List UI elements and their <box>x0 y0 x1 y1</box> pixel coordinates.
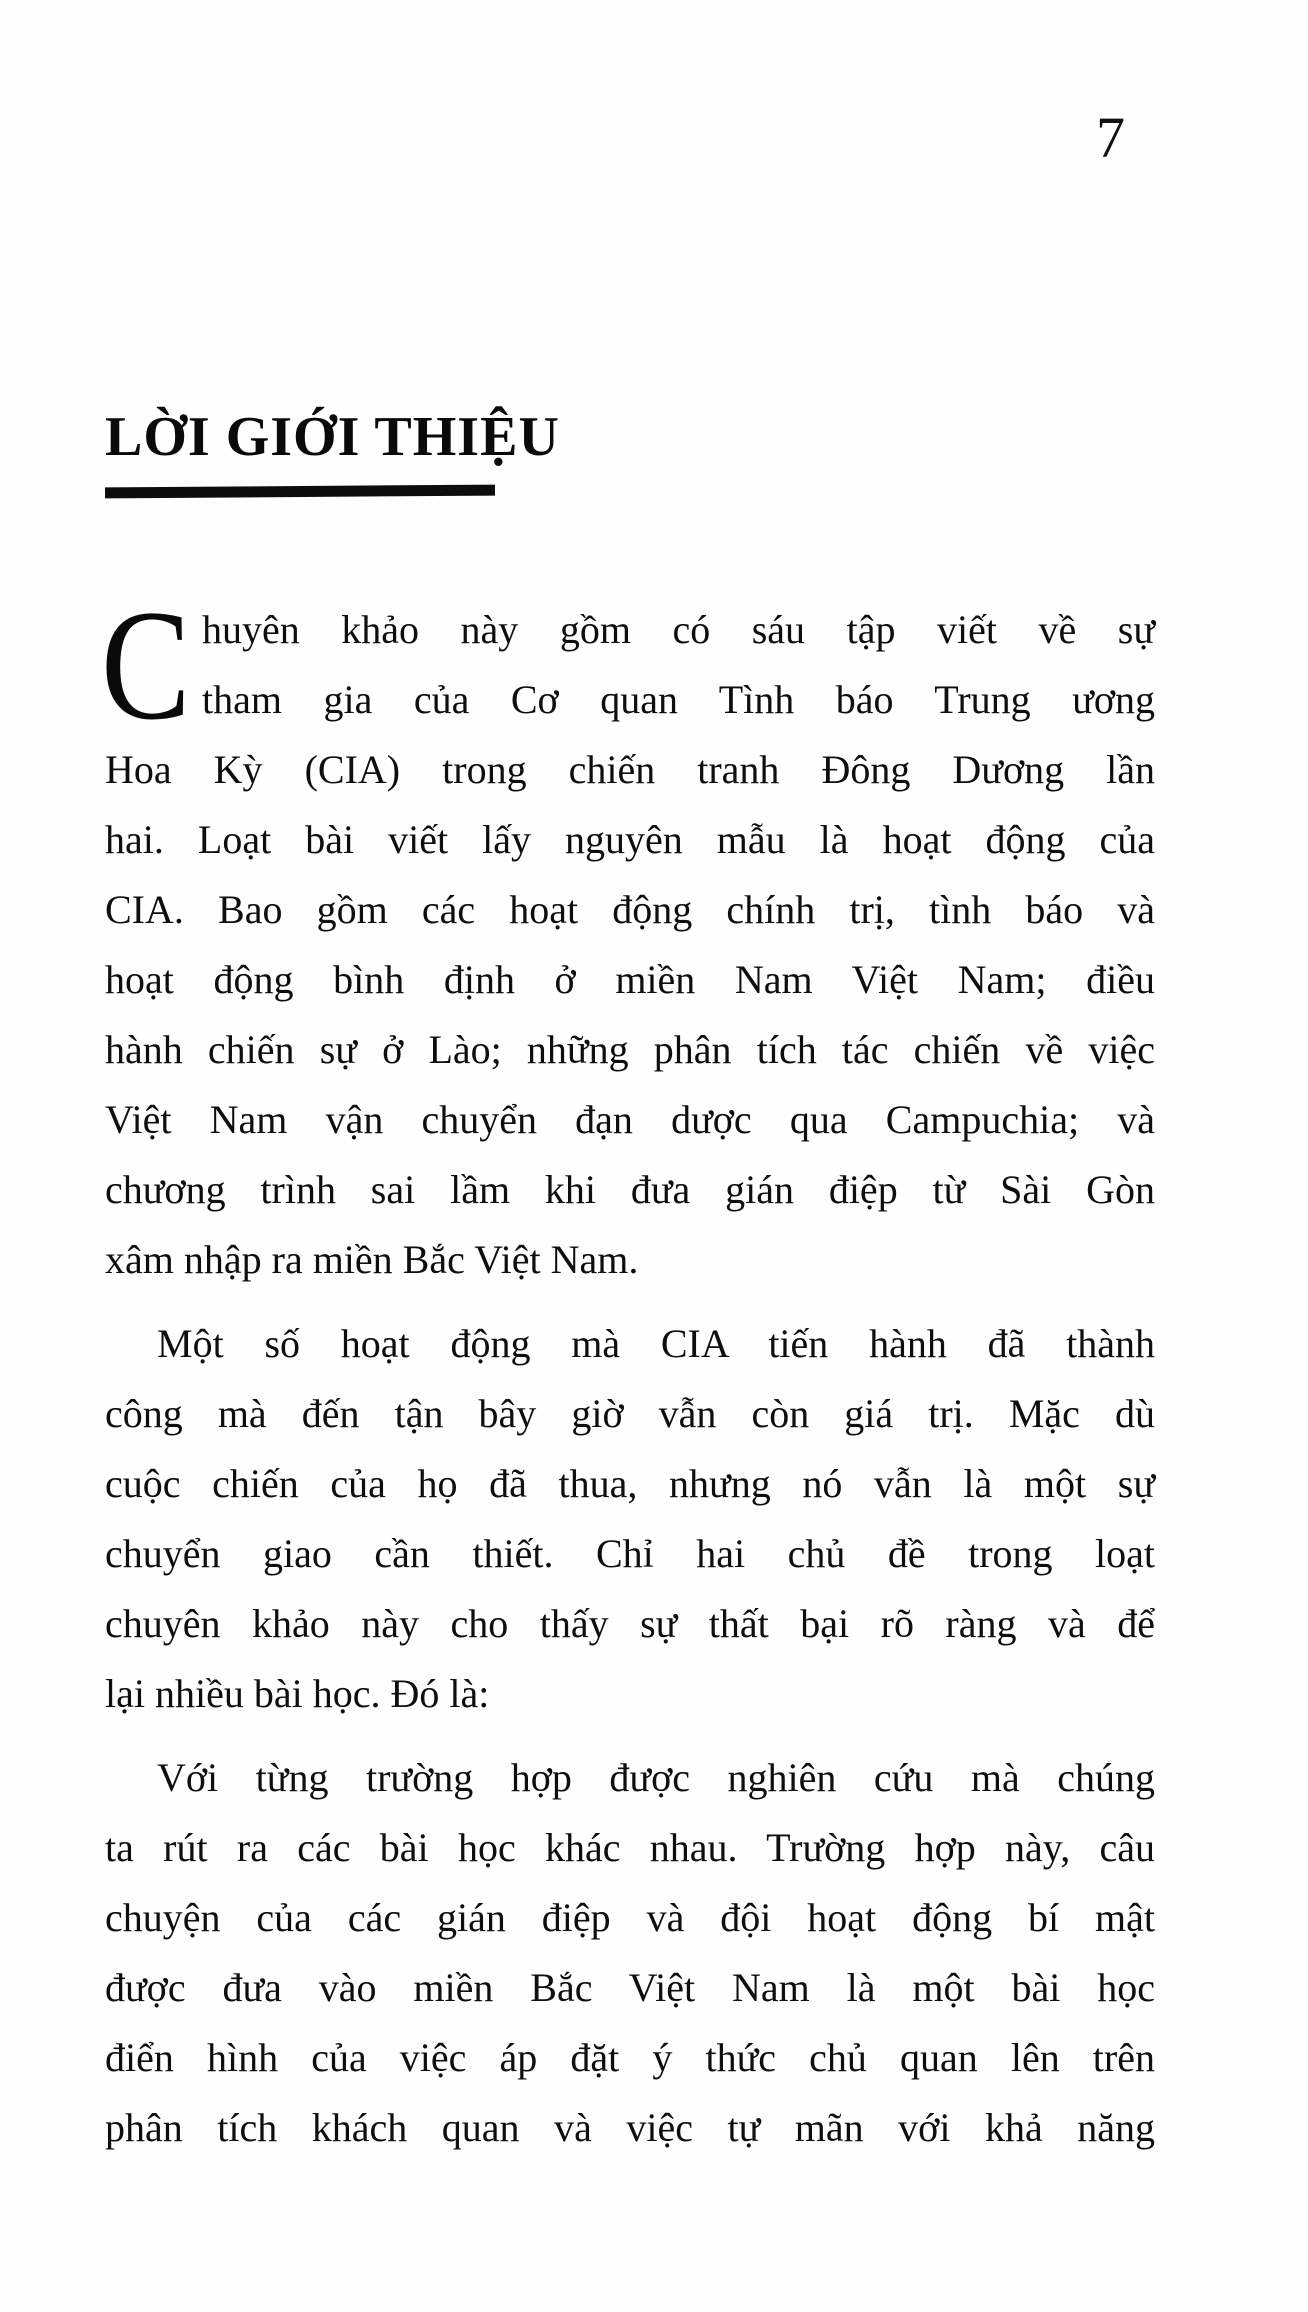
text-line: Việt Nam vận chuyển đạn dược qua Campuchia; và <box>105 1097 1155 1142</box>
text-line: được đưa vào miền Bắc Việt Nam là một bài học <box>105 1965 1155 2010</box>
text-line: tham gia của Cơ quan Tình báo Trung ương <box>202 677 1155 722</box>
text-line: ta rút ra các bài học khác nhau. Trường hợp này, câu <box>105 1825 1155 1870</box>
text-line: xâm nhập ra miền Bắc Việt Nam. <box>105 1237 639 1282</box>
chapter-title: LỜI GIỚI THIỆU <box>105 406 560 468</box>
text-line: hành chiến sự ở Lào; những phân tích tác chiến về việc <box>105 1027 1155 1072</box>
text-line: hai. Loạt bài viết lấy nguyên mẫu là hoạt động của <box>105 817 1155 862</box>
text-line: Một số hoạt động mà CIA tiến hành đã thành <box>157 1321 1155 1366</box>
chapter-heading-block <box>105 400 560 497</box>
text-line: hoạt động bình định ở miền Nam Việt Nam; điều <box>105 957 1155 1002</box>
paragraph-3 <box>105 1743 1155 2163</box>
page-number: 7 <box>1096 105 1125 170</box>
text-line: huyên khảo này gồm có sáu tập viết về sự <box>202 607 1155 652</box>
text-line: chuyển giao cần thiết. Chỉ hai chủ đề trong loạt <box>105 1531 1155 1576</box>
body-text-column <box>101 578 1155 2163</box>
text-line: Với từng trường hợp được nghiên cứu mà chúng <box>157 1755 1155 1800</box>
drop-cap: C <box>101 578 191 753</box>
paragraph-2 <box>105 1309 1155 1729</box>
text-line: CIA. Bao gồm các hoạt động chính trị, tình báo và <box>105 887 1155 932</box>
text-line: cuộc chiến của họ đã thua, nhưng nó vẫn là một sự <box>105 1461 1155 1506</box>
text-line: chuyên khảo này cho thấy sự thất bại rõ ràng và để <box>105 1601 1155 1646</box>
text-line: chương trình sai lầm khi đưa gián điệp từ Sài Gòn <box>105 1167 1155 1212</box>
text-line: Hoa Kỳ (CIA) trong chiến tranh Đông Dương lần <box>105 747 1155 792</box>
text-line: phân tích khách quan và việc tự mãn với khả năng <box>105 2105 1155 2150</box>
text-line: công mà đến tận bây giờ vẫn còn giá trị. Mặc dù <box>105 1391 1155 1436</box>
text-line: chuyện của các gián điệp và đội hoạt động bí mật <box>105 1895 1155 1940</box>
paragraph-1 <box>101 578 1155 1295</box>
text-line: lại nhiều bài học. Đó là: <box>105 1671 490 1716</box>
text-line: điển hình của việc áp đặt ý thức chủ quan lên trên <box>105 2035 1155 2080</box>
heading-underline <box>105 485 495 499</box>
